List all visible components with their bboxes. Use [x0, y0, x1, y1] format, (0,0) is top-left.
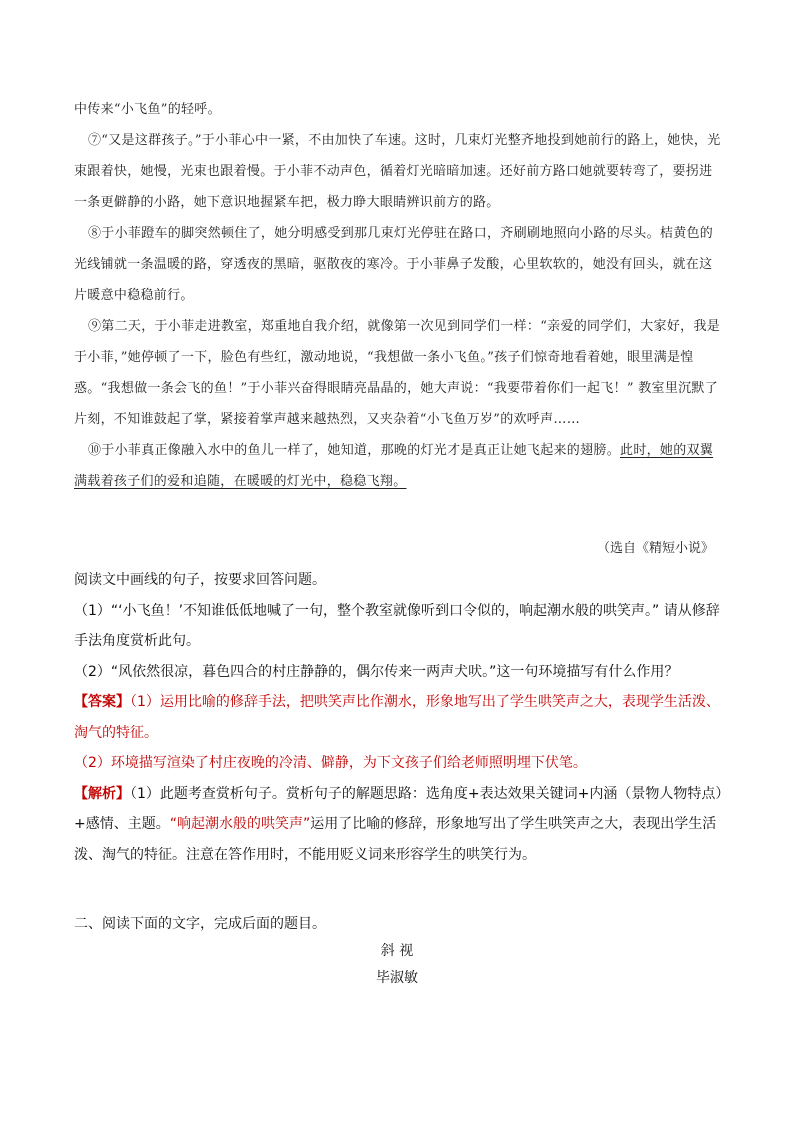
question-block	[74, 565, 724, 870]
story-paragraph-7: ⑦“又是这群孩子。”于小菲心中一紧，不由加快了车速。这时，几束灯光整齐地投到她前行的路上，她快，光束跟着快，她慢，光束也跟着慢。于小菲不动声色，循着灯光暗暗加速。还好前方路口她就要转弯了，要拐进一条更僻静的小路，她下意识地握紧车把，极力睁大眼睛辨识前方的路。	[74, 133, 721, 210]
question-2: （2）“风依然很凉，暮色四合的村庄静静的，偶尔传来一两声犬吠。”这一句环境描写有什么作用？	[74, 663, 679, 680]
story-paragraph-8: ⑧于小菲蹬车的脚突然顿住了，她分明感受到那几束灯光停驻在路口，齐刷刷地照向小路的尽头。桔黄色的光线铺就一条温暖的路，穿透夜的黑暗，驱散夜的寒冷。于小菲鼻子发酸，心里软软的，她没有回头，就在这片暖意中稳稳前行。	[74, 226, 714, 303]
analysis	[74, 779, 724, 871]
story-paragraph-10	[74, 435, 724, 497]
story-excerpt	[74, 94, 724, 497]
story-paragraph-10-text: ⑩于小菲真正像融入水中的鱼儿一样了，她知道，那晚的灯光才是真正让她飞起来的翅膀。	[88, 443, 621, 458]
story-author: 毕淑敏	[376, 970, 418, 986]
answer-1	[74, 687, 724, 748]
underlined-sentence: 此时，她的双翼满载着孩子们的爱和追随，在暖暖的灯光中，稳稳飞翔。	[74, 443, 714, 489]
story-paragraph-0: 中传来“小飞鱼”的轻呼。	[74, 102, 221, 117]
analysis-text-2: 运用了比喻的修辞，形象地写出了学生哄笑声之大，表现出学生活泼、淘气的特征。注意在答作用时，不能用贬义词来形容学生的哄笑行为。	[74, 816, 717, 863]
story-paragraph-9: ⑨第二天，于小菲走进教室，郑重地自我介绍，就像第一次见到同学们一样：“亲爱的同学们，大家好，我是于小菲，”她停顿了一下，脸色有些红，激动地说，“我想做一条小飞鱼。”孩子们惊奇地看着她，眼里满是惶惑。“我想做一条会飞的鱼！”于小菲兴奋得眼睛亮晶晶的，她大声说：“我要带着你们一起飞！” 教室里沉默了片刻，不知谁鼓起了掌，紧接着掌声越来越热烈，又夹杂着“小飞鱼万岁”的欢呼声……	[74, 319, 721, 427]
answer-2: （2）环境描写渲染了村庄夜晚的冷清、僻静，为下文孩子们给老师照明埋下伏笔。	[74, 755, 587, 771]
analysis-label: 【解析】	[74, 785, 130, 802]
story-title: 斜 视	[380, 943, 414, 959]
analysis-text-1: （1）此题考查赏析句子。赏析句子的解题思路：选角度+表达效果关键词+内涵（景物人物特点）+感情、主题。	[74, 785, 723, 832]
instruction: 阅读文中画线的句子，按要求回答问题。	[74, 572, 326, 588]
question-1: （1）“‘小飞鱼！’不知谁低低地喊了一句，整个教室就像听到口令似的，响起潮水般的哄笑声。” 请从修辞手法角度赏析此句。	[74, 602, 720, 649]
source-citation: （选自《精短小说》	[596, 541, 714, 556]
answer-1-text: （1）运用比喻的修辞手法，把哄笑声比作潮水，形象地写出了学生哄笑声之大，表现学生活泼、淘气的特征。	[74, 694, 720, 741]
section-2-heading: 二、阅读下面的文字，完成后面的题目。	[74, 916, 326, 932]
analysis-quote: “响起潮水般的哄笑声”	[169, 816, 311, 832]
answer-label: 【答案】	[74, 694, 130, 710]
